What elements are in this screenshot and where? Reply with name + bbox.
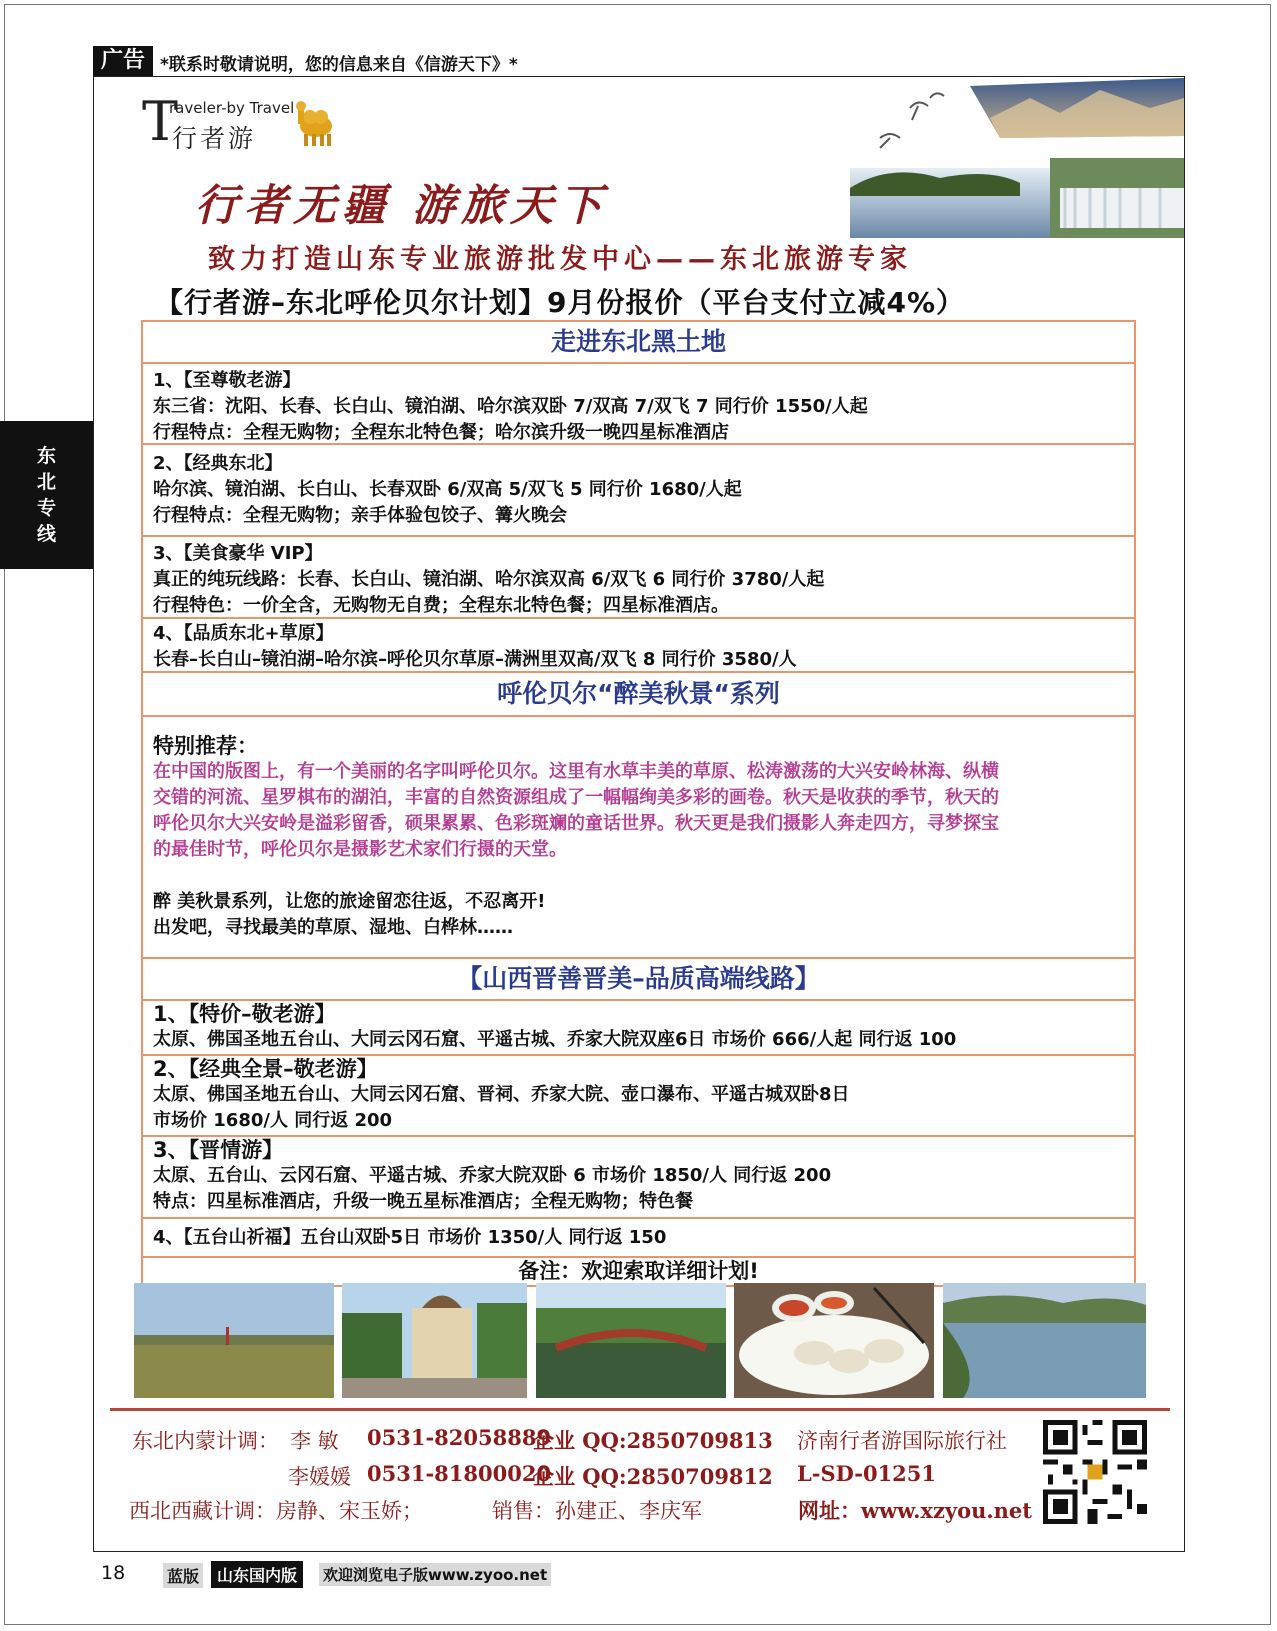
northeast-item-1 (143, 364, 1134, 445)
northeast-item-3 (143, 537, 1134, 619)
item-line: 太原、五台山、云冈石窟、平遥古城、乔家大院双卧 6 市场价 1850/人 同行返 200 (153, 1165, 832, 1186)
item-route: 长春–长白山–镜泊湖–哈尔滨–呼伦贝尔草原–满洲里双高/双飞 8 同行价 3580/人 (153, 649, 797, 670)
intro-line: 的最佳时节，呼伦贝尔是摄影艺术家们行摄的天堂。 (153, 839, 567, 860)
shanxi-item-3 (143, 1137, 1134, 1219)
logo-english: raveler-by Travel (169, 99, 295, 117)
agency-name: 济南行者游国际旅行社 (797, 1429, 1007, 1453)
qq-1: 企业 QQ:2850709813 (533, 1428, 773, 1453)
item-line: 市场价 1680/人 同行返 200 (153, 1110, 393, 1131)
item-route: 东三省：沈阳、长春、长白山、镜泊湖、哈尔滨双卧 7/双高 7/双飞 7 同行价 1550/人起 (153, 396, 868, 417)
license-number: L-SD-01251 (797, 1461, 937, 1486)
item-feature: 行程特点：全程无购物；全程东北特色餐；哈尔滨升级一晚四星标准酒店 (153, 422, 729, 443)
logo-chinese: 行者游 (172, 124, 257, 153)
garden-bridge-photo (536, 1283, 726, 1398)
item-route: 真正的纯玩线路：长春、长白山、镜泊湖、哈尔滨双高 6/双飞 6 同行价 3780/人起 (153, 569, 825, 590)
sales-contacts: 销售：孙建正、李庆军 (492, 1499, 702, 1523)
side-tab-label: 东北专线 (36, 445, 56, 545)
hulunbuir-section (143, 717, 1134, 959)
ad-note: *联系时敬请说明，您的信息来自《信游天下》* (160, 55, 518, 75)
page-number: 18 (101, 1562, 126, 1584)
intro-line: 呼伦贝尔大兴安岭是溢彩留香，硕果累累、色彩斑斓的童话世界。秋天更是我们摄影人奔走四方，寻梦探宝 (153, 813, 999, 834)
shanxi-item-1 (143, 1001, 1134, 1056)
plan-title: 【行者游–东北呼伦贝尔计划】9月份报价（平台支付立减4%） (155, 286, 966, 319)
subslogan: 致力打造山东专业旅游批发中心——东北旅游专家 (208, 244, 912, 275)
intro-line: 交错的河流、星罗棋布的湖泊，丰富的自然资源组成了一幅幅绚美多彩的画卷。秋天是收获的季节，秋天的 (153, 787, 999, 808)
grassland-photo (134, 1283, 334, 1398)
contact-divider (110, 1408, 1170, 1411)
person-1: 李 敏 (290, 1429, 339, 1453)
item-title: 1、【特价–敬老游】 (153, 1002, 336, 1026)
slogan: 行者无疆 游旅天下 (195, 181, 608, 231)
item-title: 1、【至尊敬老游】 (153, 370, 301, 391)
item-title: 2、【经典东北】 (153, 453, 283, 474)
northeast-item-4 (143, 619, 1134, 673)
shanxi-item-4: 4、【五台山祈福】五台山双卧5日 市场价 1350/人 同行返 150 (143, 1219, 1134, 1258)
footer-blue-label: 蓝版 (163, 1563, 203, 1588)
camel-mascot-icon (290, 98, 340, 148)
dumplings-photo (734, 1283, 934, 1398)
recommend-label: 特别推荐： (153, 734, 258, 758)
northeast-table (141, 320, 1136, 1287)
phone-1: 0531-82058889 (367, 1425, 552, 1450)
qq-2: 企业 QQ:2850709812 (533, 1464, 773, 1489)
northeast-item-2 (143, 445, 1134, 537)
item-feature: 行程特点：全程无购物；亲手体验包饺子、篝火晚会 (153, 505, 567, 526)
harbin-street-photo (342, 1283, 527, 1398)
phone-2: 0531-81800020 (367, 1461, 552, 1486)
item-feature: 行程特色：一价全含，无购物无自费；全程东北特色餐；四星标准酒店。 (153, 595, 729, 616)
item-title: 3、【晋情游】 (153, 1138, 284, 1162)
logo-letter: T (142, 90, 179, 153)
closing-line: 出发吧，寻找最美的草原、湿地、白桦林…… (153, 917, 513, 938)
footer-edition: 山东国内版 (211, 1561, 303, 1588)
ad-tag: 广告 (93, 46, 153, 76)
item-title: 3、【美食豪华 VIP】 (153, 543, 323, 564)
shanxi-item-2 (143, 1056, 1134, 1137)
footer-web-link[interactable]: 欢迎浏览电子版www.zyoo.net (319, 1563, 551, 1586)
hulunbuir-heading: 呼伦贝尔“醉美秋景“系列 (143, 673, 1134, 717)
person-2: 李媛媛 (288, 1465, 351, 1489)
northeast-heading: 走进东北黑土地 (143, 322, 1134, 364)
label-northeast: 东北内蒙计调： (132, 1429, 279, 1453)
item-title: 2、【经典全景–敬老游】 (153, 1057, 378, 1081)
website: 网址：www.xzyou.net (798, 1498, 1032, 1523)
item-title: 4、【品质东北+草原】 (153, 623, 334, 644)
shanxi-heading: 【山西晋善晋美–品质高端线路】 (143, 959, 1134, 1001)
remark-note: 备注：欢迎索取详细计划! (518, 1259, 759, 1283)
item-line: 太原、佛国圣地五台山、大同云冈石窟、晋祠、乔家大院、壶口瀑布、平遥古城双卧8日 (153, 1084, 850, 1105)
lake-hills-photo (943, 1283, 1146, 1398)
item-route: 哈尔滨、镜泊湖、长白山、长春双卧 6/双高 5/双飞 5 同行价 1680/人起 (153, 479, 742, 500)
side-tab (0, 421, 93, 569)
closing-line: 醉 美秋景系列，让您的旅途留恋往返，不忍离开! (153, 891, 546, 912)
intro-line: 在中国的版图上，有一个美丽的名字叫呼伦贝尔。这里有水草丰美的草原、松涛激荡的大兴安岭林海、纵横 (153, 761, 999, 782)
label-northwest: 西北西藏计调：房静、宋玉娇； (129, 1499, 423, 1523)
item-line: 特点：四星标准酒店，升级一晚五星标准酒店；全程无购物；特色餐 (153, 1191, 693, 1212)
item-line: 太原、佛国圣地五台山、大同云冈石窟、平遥古城、乔家大院双座6日 市场价 666/人起 同行返 100 (153, 1029, 957, 1050)
qr-code-icon[interactable] (1043, 1420, 1147, 1524)
scenery-collage-image (850, 78, 1184, 238)
